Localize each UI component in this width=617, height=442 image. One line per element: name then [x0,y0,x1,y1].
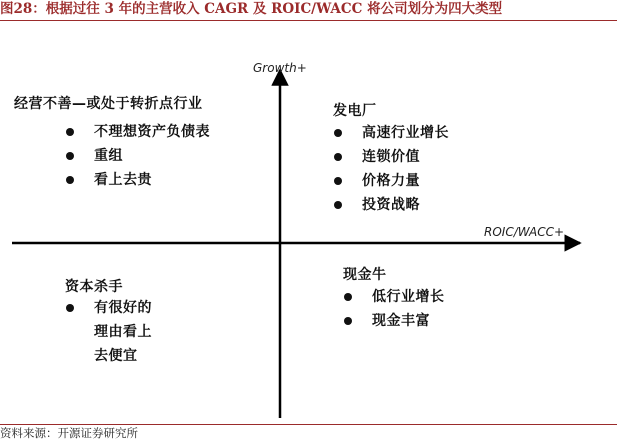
list-item: 看上去贵 [64,171,210,195]
quadrant-top-left-list [64,123,210,195]
bullet-icon [334,177,342,185]
x-axis-label: ROIC/WACC+ [484,225,565,239]
bullet-icon [66,304,74,312]
figure-title: 图28：根据过往 3 年的主营收入 CAGR 及 ROIC/WACC 将公司划分为四大类型 [0,1,503,17]
bottom-rule [0,424,617,425]
quadrant-top-right-list [332,124,449,220]
bullet-icon [66,152,74,160]
bullet-icon [66,176,74,184]
quadrant-bottom-right-title: 现金牛 [343,267,387,283]
quadrant-top-right-title: 发电厂 [333,103,377,119]
bullet-icon [334,201,342,209]
list-item: 现金丰富 [342,312,445,336]
list-item: 连锁价值 [332,148,449,172]
bullet-icon [66,128,74,136]
list-item: 低行业增长 [342,288,445,312]
source-note: 资料来源：开源证券研究所 [0,426,138,440]
quadrant-bottom-right-list [342,288,445,336]
bullet-icon [334,153,342,161]
bullet-icon [334,129,342,137]
bullet-icon [344,293,352,301]
quadrant-bottom-left-title: 资本杀手 [65,279,123,295]
bullet-icon [344,317,352,325]
quadrant-top-left-title: 经营不善—或处于转折点行业 [14,96,203,112]
quadrant-bottom-left-list [64,296,152,368]
list-item-continuation: 去便宜 [94,348,138,364]
list-item: 重组 [64,147,210,171]
list-item: 价格力量 [332,172,449,196]
list-item: 高速行业增长 [332,124,449,148]
list-item: 有很好的 [64,296,152,320]
list-item: 不理想资产负债表 [64,123,210,147]
y-axis-label: Growth+ [253,61,307,75]
list-item-continuation: 理由看上 [94,324,152,340]
list-item: 投资战略 [332,196,449,220]
